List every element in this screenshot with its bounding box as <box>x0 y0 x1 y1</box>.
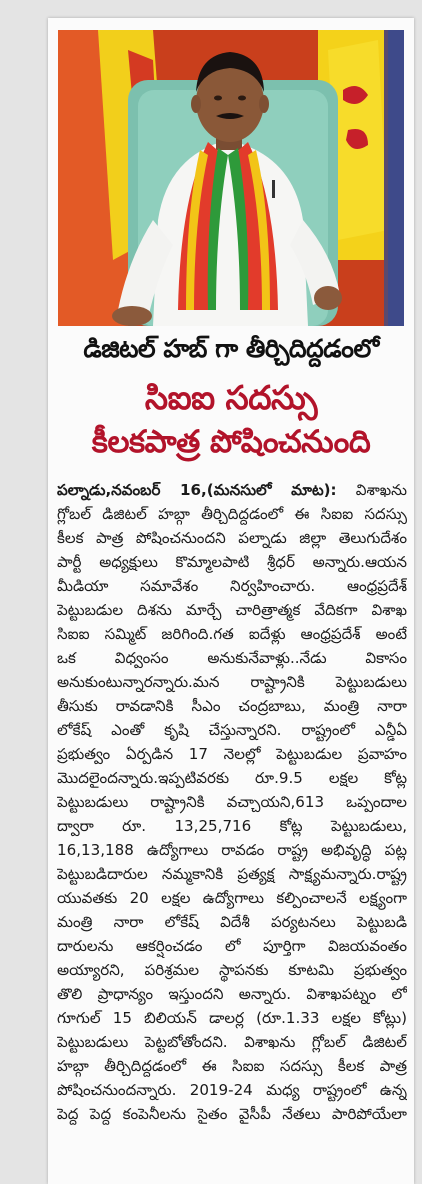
body-line: అయ్యారని, పరిశ్రమల స్థాపనకు కూటమి ప్రభుత్వం <box>57 961 407 979</box>
body-text-run: విశాఖను <box>355 481 407 499</box>
headline-line-1: డిజిటల్ హబ్ గా తీర్చిదిద్దడంలో <box>83 334 379 363</box>
body-line: మీడియా సమావేశం నిర్వహించారు. ఆంధ్రప్రదేశ్ <box>57 577 407 595</box>
body-line: పెట్టుబడులు రాష్ట్రానికి వచ్చాయని,613 ఒప్పందాల <box>57 793 407 811</box>
headline-line-2: సిఐఐ సదస్సు <box>144 378 318 417</box>
body-line: హబ్గా తీర్చిదిద్దడంలో ఈ సిఐఐ సదస్సు కీలక పాత్ర <box>57 1057 407 1075</box>
body-line: ఒక విధ్వంసం అనుకునేవాళ్లు..నేడు వికాసం <box>57 649 407 667</box>
body-line: పెట్టుబడుల దిశను మార్చే చారిత్రాత్మక వేదికగా విశాఖ <box>57 601 407 619</box>
body-line: పార్టీ అధ్యక్షులు కొమ్మాలపాటి శ్రీధర్ అన్నారు.ఆయన <box>57 553 407 571</box>
photo-illustration <box>58 30 404 326</box>
headline-line-3: కీలకపాత్ర పోషించనుంది <box>91 424 371 460</box>
body-line: దారులను ఆకర్షించడం లో పూర్తిగా విజయవంతం <box>57 937 407 955</box>
article-photo <box>58 30 404 326</box>
body-line: పెద్ద పెద్ద కంపెనీలను సైతం వైసీపీ నేతలు పారిపోయేలా <box>57 1105 407 1123</box>
newspaper-clipping <box>48 18 414 1184</box>
body-line: పోషించనుందన్నారు. 2019-24 మధ్య రాష్ట్రంలో ఉన్న <box>57 1081 407 1099</box>
body-line: ప్రభుత్వం ఏర్పడిన 17 నెలల్లో పెట్టుబడుల ప్రవాహం <box>57 745 407 763</box>
body-line: తీసుకు రావడానికి సీఎం చంద్రబాబు, మంత్రి నారా <box>57 697 407 715</box>
article-body <box>57 478 407 1126</box>
dateline: పల్నాడు,నవంబర్ 16,(మనసులో మాట): <box>57 481 337 499</box>
body-line-first <box>57 478 407 502</box>
body-line: తొలి ప్రాధాన్యం ఇస్తుందని అన్నారు. విశాఖపట్నం లో <box>57 985 407 1003</box>
body-line: సిఐఐ సమ్మిట్ జరిగింది.గత ఐదేళ్లు ఆంధ్రప్రదేశ్ అంటే <box>57 625 407 643</box>
body-line: గ్లోబల్ డిజిటల్ హబ్గా తీర్చిదిద్దడంలో ఈ సిఐఐ సదస్సు <box>57 505 407 523</box>
body-line: లోకేష్ ఎంతో కృషి చేస్తున్నారని. రాష్ట్రంలో ఎన్డీఏ <box>57 721 407 739</box>
body-line: యువతకు 20 లక్షల ఉద్యోగాలు కల్పించాలనే లక్ష్యంగా <box>57 889 407 907</box>
body-line: ద్వారా రూ. 13,25,716 కోట్ల పెట్టుబడులు, <box>57 817 407 835</box>
body-line: మంత్రి నారా లోకేష్ విదేశీ పర్యటనలు పెట్టుబడి <box>57 913 407 931</box>
body-line: గూగుల్ 15 బిలియన్ డాలర్ల (రూ.1.33 లక్షల కోట్లు) <box>57 1009 407 1027</box>
body-line: మొదలైందన్నారు.ఇప్పటివరకు రూ.9.5 లక్షల కోట్ల <box>57 769 407 787</box>
body-line: కీలక పాత్ర పోషించనుందని పల్నాడు జిల్లా తెలుగుదేశం <box>57 529 407 547</box>
body-line: పెట్టుబడులు పెట్టబోతోందని. విశాఖను గ్లోబల్ డిజిటల్ <box>57 1033 407 1051</box>
body-line: 16,13,188 ఉద్యోగాలు రావడం రాష్ట్ర అభివృద్ధి పట్ల <box>57 841 407 859</box>
body-line: పెట్టుబడిదారుల నమ్మకానికి ప్రత్యక్ష సాక్ష్యమన్నారు.రాష్ట్ర <box>57 865 407 883</box>
body-line: అనుకుంటున్నారన్నారు.మన రాష్ట్రానికి పెట్టుబడులు <box>57 673 407 691</box>
